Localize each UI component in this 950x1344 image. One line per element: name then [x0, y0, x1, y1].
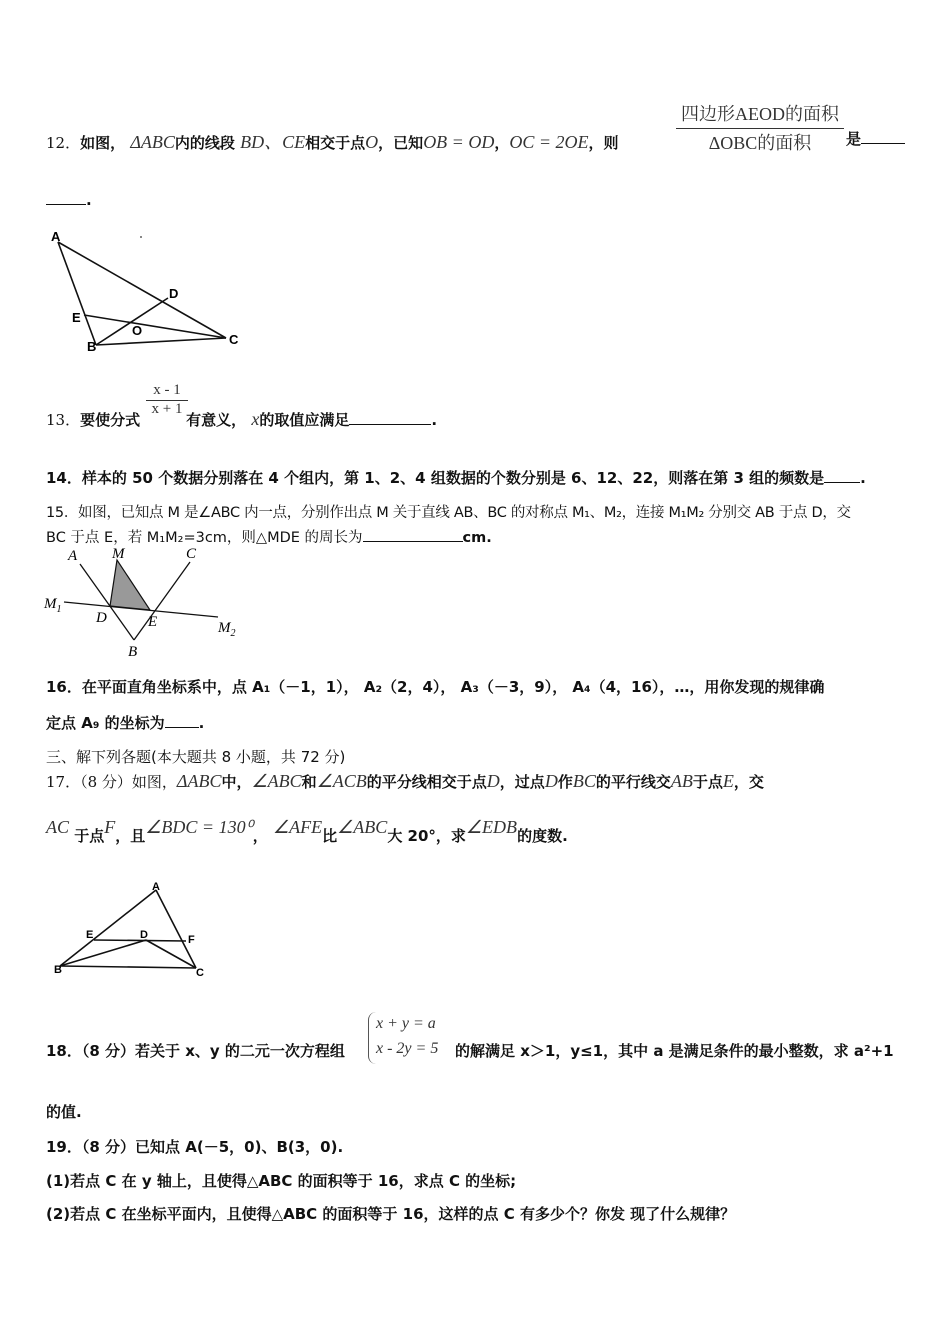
label-c: C: [196, 967, 204, 979]
q18-line1a: 18．（8 分）若关于 x、y 的二元一次方程组: [46, 1042, 345, 1060]
q12-frac-numerator: 四边形AEOD的面积: [676, 100, 844, 129]
q15-line2: BC 于点 E，若 M₁M₂=3cm，则△MDE 的周长为 cm.: [46, 526, 492, 547]
q12-line2: .: [46, 190, 92, 209]
stray-dot: [140, 236, 142, 238]
label-d: D: [96, 610, 107, 626]
label-c: C: [229, 332, 239, 347]
q17-figure: [50, 880, 215, 980]
q13-line: 13．要使分式 有意义， x的取值应满足 .: [46, 409, 438, 429]
answer-blank: [824, 468, 860, 483]
q18-eq1: x + y = a: [376, 1015, 436, 1032]
q18-line1b: 的解满足 x＞1，y≤1，其中 a 是满足条件的最小整数，求 a²+1: [455, 1042, 894, 1060]
label-b: B: [54, 964, 62, 976]
q17-line1: 17．（8 分）如图，ΔABC中，∠ABC和∠ACB的平分线相交于点D，过点D作BC的平行线交AB于点E，交: [46, 771, 764, 791]
label-m1: $M_1$: [44, 596, 62, 615]
label-c: C: [186, 546, 197, 562]
label-e: E: [86, 929, 94, 941]
answer-blank: [165, 713, 199, 728]
label-e: E: [72, 310, 81, 325]
q12-frac-denominator: ΔOBC的面积: [708, 133, 812, 153]
answer-blank: [861, 129, 905, 144]
label-b: B: [128, 644, 138, 659]
segment-bc: [96, 338, 226, 345]
label-m2: $M_2$: [218, 620, 236, 639]
q12-figure: [44, 225, 249, 355]
label-f: F: [188, 934, 195, 946]
label-a: A: [152, 881, 160, 893]
label-e: E: [148, 614, 158, 630]
label-a: A: [51, 229, 61, 244]
segment-ab: [58, 242, 96, 345]
label-m: M: [112, 546, 125, 562]
segment-ab: [60, 890, 156, 966]
label-d: D: [169, 286, 179, 301]
label-a: A: [68, 548, 78, 564]
q17-line2: AC 于点F，且∠BDC = 130⁰， ∠AFE比∠ABC大 20°，求∠EDB的度数.: [46, 817, 568, 845]
q12-fraction: [676, 100, 844, 155]
label-b: B: [87, 339, 97, 354]
q18-eq2: x - 2y = 5: [376, 1040, 439, 1057]
answer-blank: [349, 410, 431, 425]
q19-line3: (2)若点 C 在坐标平面内，且使得△ABC 的面积等于 16，这样的点 C 有多少个？你发 现了什么规律？: [46, 1205, 736, 1223]
q19-line1: 19．（8 分）已知点 A(－5，0)、B(3，0).: [46, 1138, 344, 1156]
answer-blank: [46, 190, 86, 205]
answer-blank: [363, 527, 463, 542]
q16-line2: 定点 A₉ 的坐标为 .: [46, 714, 205, 732]
section-heading: 三、解下列各题(本大题共 8 小题，共 72 分): [46, 748, 346, 766]
segment-bc: [60, 966, 196, 968]
q19-line2: (1)若点 C 在 y 轴上，且使得△ABC 的面积等于 16，求点 C 的坐标;: [46, 1172, 517, 1190]
q15-figure: [40, 544, 245, 659]
q18-equation-system: [368, 1012, 438, 1064]
label-d: D: [140, 929, 148, 941]
triangle-mde: [110, 560, 150, 610]
q12-line1: 12．如图， ΔABC内的线段 BD、CE相交于点O，已知OB = OD，OC = 2OE，则: [46, 132, 619, 152]
q13-frac-denominator: x + 1: [151, 401, 183, 417]
q14-line: 14．样本的 50 个数据分别落在 4 个组内，第 1、2、4 组数据的个数分别是 6、12、22，则落在第 3 组的频数是 .: [46, 469, 866, 487]
q15-line1: 15．如图，已知点 M 是∠ABC 内一点，分别作出点 M 关于直线 AB、BC 的对称点 M₁、M₂，连接 M₁M₂ 分别交 AB 于点 D，交: [46, 505, 851, 521]
segment-bd: [60, 940, 146, 966]
q18-line2: 的值.: [46, 1103, 82, 1121]
q12-answer-tail: 是: [846, 128, 905, 149]
q16-line1: 16．在平面直角坐标系中，点 A₁（－1，1）， A₂（2，4）， A₃（－3，9）， A₄（4，16），…，用你发现的规律确: [46, 678, 825, 696]
q13-frac-numerator: x - 1: [146, 382, 188, 401]
label-o: O: [132, 323, 143, 338]
